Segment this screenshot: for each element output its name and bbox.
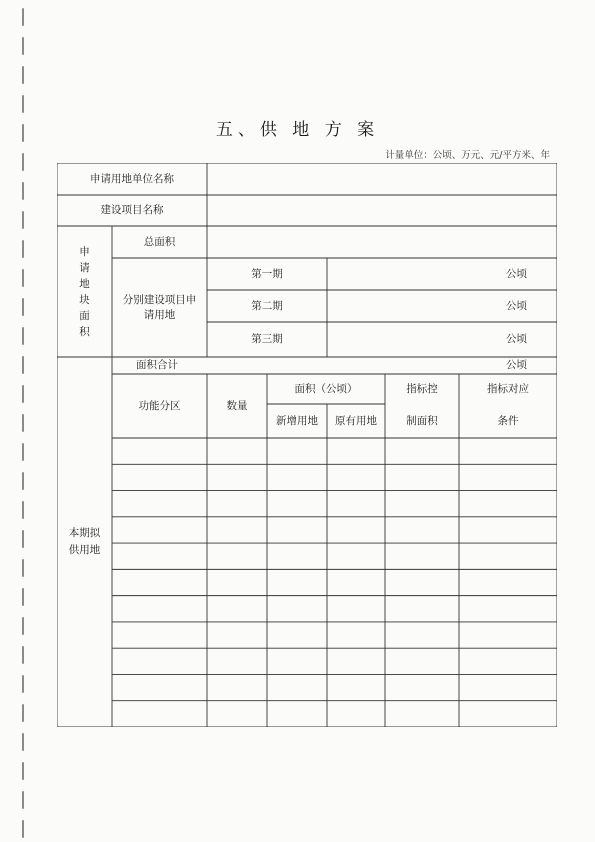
supply-table-cell[interactable] bbox=[385, 543, 459, 569]
supply-table-cell[interactable] bbox=[459, 543, 557, 569]
supply-table-cell[interactable] bbox=[327, 674, 385, 700]
phase2-unit[interactable]: 公顷 bbox=[506, 299, 527, 312]
supply-plan-form bbox=[57, 163, 557, 727]
phase1-label: 第一期 bbox=[251, 267, 283, 280]
binding-hole-mark bbox=[22, 530, 24, 548]
supply-group-label bbox=[57, 357, 112, 727]
supply-table-cell[interactable] bbox=[459, 648, 557, 674]
binding-hole-mark bbox=[22, 269, 24, 287]
phase3-unit[interactable]: 公顷 bbox=[506, 333, 527, 345]
new-land-header: 新增用地 bbox=[276, 414, 318, 427]
binding-hole-mark bbox=[22, 298, 24, 316]
supply-table-cell[interactable] bbox=[267, 569, 327, 595]
supply-table-cell[interactable] bbox=[207, 517, 267, 543]
binding-hole-mark bbox=[22, 617, 24, 635]
supply-table-cell[interactable] bbox=[207, 543, 267, 569]
binding-hole-mark bbox=[22, 66, 24, 84]
binding-hole-mark bbox=[22, 704, 24, 722]
indicator-control-header-line1: 指标控 bbox=[406, 382, 438, 395]
phase2-label: 第二期 bbox=[251, 299, 283, 312]
binding-hole-mark bbox=[22, 327, 24, 345]
supply-table-cell[interactable] bbox=[112, 648, 207, 674]
supply-table-cell[interactable] bbox=[207, 569, 267, 595]
page-title: 五、供 地 方 案 bbox=[215, 120, 380, 140]
binding-hole-mark bbox=[22, 646, 24, 664]
supply-table-cell[interactable] bbox=[385, 569, 459, 595]
binding-hole-mark bbox=[22, 385, 24, 403]
supply-table-cell[interactable] bbox=[267, 648, 327, 674]
supply-table-cell[interactable] bbox=[267, 622, 327, 648]
phase3-label: 第三期 bbox=[251, 333, 283, 345]
supply-table-cell[interactable] bbox=[327, 569, 385, 595]
binding-hole-mark bbox=[22, 182, 24, 200]
supply-table-cell[interactable] bbox=[267, 543, 327, 569]
indicator-control-header-line2: 制面积 bbox=[406, 414, 438, 427]
indicator-condition-header-line2: 条件 bbox=[497, 414, 519, 427]
supply-table-cell[interactable] bbox=[267, 517, 327, 543]
supply-table-cell[interactable] bbox=[459, 491, 557, 517]
supply-table-cell[interactable] bbox=[459, 674, 557, 700]
supply-table-cell[interactable] bbox=[112, 438, 207, 464]
supply-table-cell[interactable] bbox=[267, 701, 327, 727]
binding-hole-mark bbox=[22, 240, 24, 258]
total-area-label: 总面积 bbox=[143, 235, 176, 248]
supply-table-cell[interactable] bbox=[327, 648, 385, 674]
binding-hole-mark bbox=[22, 211, 24, 229]
supply-table-cell[interactable] bbox=[385, 438, 459, 464]
supply-table-cell[interactable] bbox=[112, 674, 207, 700]
area-header: 面积（公顷） bbox=[294, 382, 358, 395]
supply-table-cell[interactable] bbox=[459, 569, 557, 595]
supply-table-cell[interactable] bbox=[459, 701, 557, 727]
supply-table-cell[interactable] bbox=[267, 438, 327, 464]
apply-area-group-label bbox=[57, 226, 112, 357]
supply-table-cell[interactable] bbox=[207, 596, 267, 622]
supply-group-text: 本期拟供用地 bbox=[68, 527, 101, 556]
supply-table-cell[interactable] bbox=[327, 701, 385, 727]
binding-hole-mark bbox=[22, 414, 24, 432]
phase1-unit[interactable]: 公顷 bbox=[506, 267, 527, 280]
supply-table-cell[interactable] bbox=[459, 517, 557, 543]
quantity-header: 数量 bbox=[226, 399, 248, 412]
supply-table-cell[interactable] bbox=[267, 674, 327, 700]
indicator-condition-header-line1: 指标对应 bbox=[487, 382, 529, 395]
phase-group-label: 分别建设项目申请用地 bbox=[122, 293, 197, 321]
supply-table-cell[interactable] bbox=[207, 622, 267, 648]
supply-table-cell[interactable] bbox=[327, 596, 385, 622]
binding-hole-mark bbox=[22, 820, 24, 838]
area-total-label: 面积合计 bbox=[136, 359, 178, 371]
binding-hole-mark bbox=[22, 472, 24, 490]
binding-hole-mark bbox=[22, 153, 24, 171]
supply-table-cell[interactable] bbox=[459, 438, 557, 464]
supply-table-cell[interactable] bbox=[112, 517, 207, 543]
supply-table-cell[interactable] bbox=[327, 464, 385, 490]
supply-table-cell[interactable] bbox=[327, 543, 385, 569]
supply-table-cell[interactable] bbox=[112, 596, 207, 622]
supply-table-cell[interactable] bbox=[459, 622, 557, 648]
supply-table-cell[interactable] bbox=[385, 491, 459, 517]
supply-table-cell[interactable] bbox=[207, 491, 267, 517]
apply-area-group-text: 申 请 地 块 面 积 bbox=[79, 245, 90, 338]
supply-table-cell[interactable] bbox=[112, 491, 207, 517]
binding-hole-mark bbox=[22, 501, 24, 519]
supply-table-cell[interactable] bbox=[112, 464, 207, 490]
supply-table-cell[interactable] bbox=[385, 674, 459, 700]
applicant-unit-field[interactable] bbox=[207, 163, 557, 195]
applicant-unit-label: 申请用地单位名称 bbox=[90, 172, 174, 185]
supply-table-cell[interactable] bbox=[207, 464, 267, 490]
binding-hole-mark bbox=[22, 37, 24, 55]
supply-table-cell[interactable] bbox=[327, 517, 385, 543]
project-name-field[interactable] bbox=[207, 195, 557, 226]
supply-table-cell[interactable] bbox=[207, 438, 267, 464]
function-zone-header: 功能分区 bbox=[138, 399, 181, 412]
binding-hole-mark bbox=[22, 443, 24, 461]
supply-table-cell[interactable] bbox=[385, 648, 459, 674]
supply-table-cell[interactable] bbox=[207, 701, 267, 727]
unit-note: 计量单位：公顷、万元、元/平方米、年 bbox=[385, 150, 550, 161]
supply-table-cell[interactable] bbox=[112, 543, 207, 569]
binding-hole-mark bbox=[22, 588, 24, 606]
binding-hole-mark bbox=[22, 559, 24, 577]
supply-table-cell[interactable] bbox=[112, 701, 207, 727]
binding-hole-mark bbox=[22, 675, 24, 693]
supply-table-cell[interactable] bbox=[327, 491, 385, 517]
binding-hole-mark bbox=[22, 95, 24, 113]
existing-land-header: 原有用地 bbox=[335, 414, 377, 427]
binding-hole-mark bbox=[22, 791, 24, 809]
supply-table-cell[interactable] bbox=[385, 464, 459, 490]
supply-table-cell[interactable] bbox=[207, 648, 267, 674]
supply-table-cell[interactable] bbox=[327, 438, 385, 464]
binding-hole-mark bbox=[22, 356, 24, 374]
supply-table-cell[interactable] bbox=[267, 491, 327, 517]
supply-table-cell[interactable] bbox=[327, 622, 385, 648]
total-area-field[interactable] bbox=[207, 226, 557, 258]
supply-table-cell[interactable] bbox=[459, 464, 557, 490]
supply-table-cell[interactable] bbox=[385, 622, 459, 648]
project-name-label: 建设项目名称 bbox=[100, 204, 164, 216]
supply-table-cell[interactable] bbox=[385, 517, 459, 543]
supply-table-cell[interactable] bbox=[385, 701, 459, 727]
supply-table-cell[interactable] bbox=[267, 464, 327, 490]
supply-table-cell[interactable] bbox=[112, 569, 207, 595]
binding-hole-mark bbox=[22, 762, 24, 780]
supply-table-cell[interactable] bbox=[459, 596, 557, 622]
supply-table-cell[interactable] bbox=[385, 596, 459, 622]
binding-hole-mark bbox=[22, 733, 24, 751]
supply-table-cell[interactable] bbox=[207, 674, 267, 700]
binding-hole-mark bbox=[22, 8, 24, 26]
supply-table-cell[interactable] bbox=[267, 596, 327, 622]
area-total-unit[interactable]: 公顷 bbox=[506, 359, 527, 371]
supply-table-cell[interactable] bbox=[112, 622, 207, 648]
